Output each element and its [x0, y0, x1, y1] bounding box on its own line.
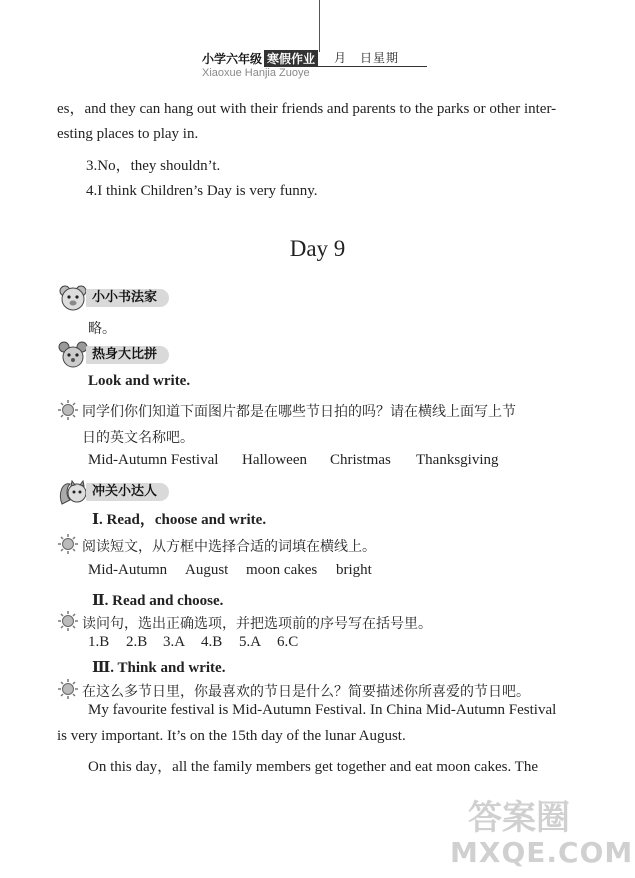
- star-icon: [57, 533, 79, 555]
- part2-heading: Ⅱ. Read and choose.: [92, 593, 224, 609]
- part1-answer-1: Mid-Autumn: [88, 562, 168, 578]
- header-title: 寒假作业: [264, 50, 318, 67]
- part2-answer-4: 4.B: [201, 634, 223, 650]
- day-title: Day 9: [289, 236, 346, 261]
- part3-heading: Ⅲ. Think and write.: [92, 660, 226, 676]
- warmup-answer-3: Christmas: [330, 452, 391, 468]
- continued-line-1: es，and they can hang out with their friends and parents to the parks or other inter-: [57, 101, 557, 117]
- section-label-calligraphy: 小小书法家: [86, 289, 169, 307]
- mouse-mascot-icon: [58, 341, 88, 369]
- continued-line-2: esting places to play in.: [57, 126, 199, 142]
- header-grade: 小学六年级: [202, 51, 263, 66]
- essay-line-3: On this day，all the family members get together and eat moon cakes. The: [88, 759, 539, 775]
- header-pinyin: Xiaoxue Hanjia Zuoye: [202, 67, 310, 79]
- warmup-heading: Look and write.: [88, 373, 191, 389]
- part1-heading: Ⅰ. Read，choose and write.: [92, 512, 267, 528]
- part1-instruction: 阅读短文，从方框中选择合适的词填在横线上。: [82, 539, 376, 555]
- essay-line-2: is very important. It’s on the 15th day of the lunar August.: [57, 728, 406, 744]
- header-divider-line: [319, 0, 320, 52]
- section-label-warmup: 热身大比拼: [86, 346, 169, 364]
- warmup-instruction-line-2: 日的英文名称吧。: [82, 430, 194, 446]
- section-badge-warmup: [58, 341, 169, 369]
- essay-line-1: My favourite festival is Mid-Autumn Festival. In China Mid-Autumn Festival: [88, 702, 557, 718]
- warmup-instruction-line-1: 同学们你们知道下面图片都是在哪些节日拍的吗？请在横线上面写上节: [82, 404, 516, 420]
- section-badge-challenge: [58, 478, 169, 506]
- page-header: [202, 50, 427, 79]
- star-icon: [57, 399, 79, 421]
- star-icon: [57, 610, 79, 632]
- part2-instruction: 读问句，选出正确选项，并把选项前的序号写在括号里。: [82, 616, 432, 632]
- squirrel-mascot-icon: [58, 478, 88, 506]
- part1-answer-3: moon cakes: [246, 562, 318, 578]
- part3-instruction: 在这么多节日里，你最喜欢的节日是什么？简要描述你所喜爱的节日吧。: [82, 684, 530, 700]
- part2-answer-2: 2.B: [126, 634, 148, 650]
- header-date-label: 月 日星期: [318, 49, 427, 67]
- answer-3: 3.No，they shouldn’t.: [86, 158, 221, 174]
- part2-answer-5: 5.A: [239, 634, 262, 650]
- part1-answer-4: bright: [336, 562, 372, 578]
- calligraphy-answer: 略。: [88, 321, 116, 337]
- warmup-answer-4: Thanksgiving: [416, 452, 499, 468]
- part2-answer-3: 3.A: [163, 634, 186, 650]
- part1-answer-2: August: [185, 562, 229, 578]
- section-label-challenge: 冲关小达人: [86, 483, 169, 501]
- answer-4: 4.I think Children’s Day is very funny.: [86, 183, 318, 199]
- warmup-answer-1: Mid-Autumn Festival: [88, 452, 219, 468]
- watermark-url-text: MXQE.COM: [450, 836, 634, 869]
- part2-answer-1: 1.B: [88, 634, 110, 650]
- warmup-answer-2: Halloween: [242, 452, 307, 468]
- watermark-logo-text: 答案圈: [468, 798, 570, 838]
- part2-answer-6: 6.C: [277, 634, 299, 650]
- star-icon: [57, 678, 79, 700]
- bear-mascot-icon: [58, 284, 88, 312]
- section-badge-calligraphy: [58, 284, 169, 312]
